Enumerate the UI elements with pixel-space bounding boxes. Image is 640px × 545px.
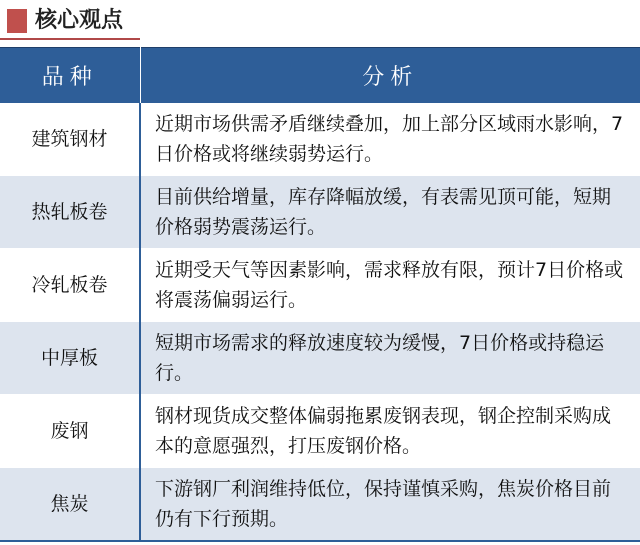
table-row	[0, 322, 640, 395]
section-header	[0, 0, 640, 44]
table-row	[0, 176, 640, 249]
analysis-table	[0, 47, 640, 542]
row-category: 建筑钢材	[0, 103, 140, 176]
row-analysis: 近期市场供需矛盾继续叠加，加上部分区域雨水影响，7日价格或将继续弱势运行。	[140, 103, 640, 176]
row-analysis: 下游钢厂利润维持低位，保持谨慎采购，焦炭价格目前仍有下行预期。	[140, 468, 640, 542]
table-header-row	[0, 48, 640, 104]
row-category: 中厚板	[0, 322, 140, 395]
row-analysis: 目前供给增量，库存降幅放缓，有表需见顶可能，短期价格弱势震荡运行。	[140, 176, 640, 249]
header-underline	[0, 38, 140, 40]
table-row	[0, 249, 640, 322]
table-row	[0, 395, 640, 468]
table-row	[0, 103, 640, 176]
column-header-category: 品种	[0, 48, 140, 104]
row-category: 焦炭	[0, 468, 140, 542]
header-marker	[7, 9, 27, 33]
row-analysis: 短期市场需求的释放速度较为缓慢，7日价格或持稳运行。	[140, 322, 640, 395]
row-analysis: 近期受天气等因素影响，需求释放有限，预计7日价格或将震荡偏弱运行。	[140, 249, 640, 322]
column-header-analysis: 分析	[140, 48, 640, 104]
row-category: 冷轧板卷	[0, 249, 140, 322]
row-category: 热轧板卷	[0, 176, 140, 249]
row-category: 废钢	[0, 395, 140, 468]
table-row	[0, 468, 640, 542]
row-analysis: 钢材现货成交整体偏弱拖累废钢表现，钢企控制采购成本的意愿强烈，打压废钢价格。	[140, 395, 640, 468]
page-title: 核心观点	[35, 8, 124, 33]
